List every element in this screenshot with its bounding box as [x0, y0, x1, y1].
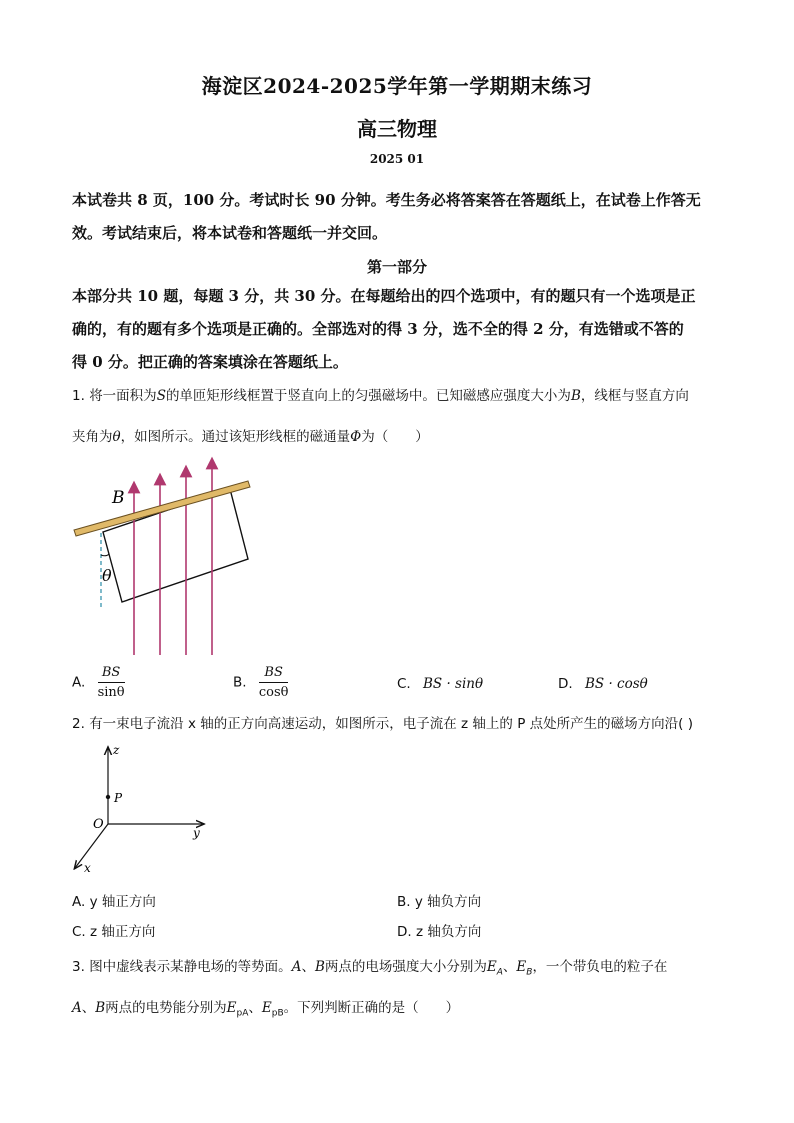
question-text: ，线框与竖直方向: [580, 388, 689, 404]
symbol-e: E: [516, 959, 527, 975]
angle-arc: [101, 554, 109, 556]
denominator: sinθ: [97, 685, 125, 700]
question-3-line-1: [72, 957, 732, 983]
question-text: 为（ ）: [361, 429, 429, 445]
question-number: 1.: [72, 388, 85, 404]
separator: 、: [502, 959, 517, 975]
option-text: z 轴正方向: [90, 924, 156, 940]
separator: 、: [301, 959, 315, 975]
option-b[interactable]: [397, 890, 481, 910]
question-number: 2.: [72, 716, 85, 732]
symbol-phi: Φ: [350, 429, 362, 445]
instruction-line: 得 0 分。把正确的答案填涂在答题纸上。: [72, 353, 348, 371]
option-label: D.: [397, 924, 412, 940]
subscript: pB: [271, 1008, 284, 1019]
option-a[interactable]: [72, 890, 156, 910]
option-a[interactable]: [72, 665, 125, 700]
question-text: 图中虚线表示某静电场的等势面。: [89, 959, 292, 975]
denominator: cosθ: [258, 685, 289, 700]
symbol-theta: θ: [112, 429, 121, 445]
option-d[interactable]: [558, 676, 648, 692]
question-text: ，一个带负电的粒子在: [532, 959, 668, 975]
label-b: B: [112, 488, 125, 508]
fraction: [98, 665, 125, 700]
question-text: ，如图所示。通过该矩形线框的磁通量: [120, 429, 351, 445]
question-text: 两点的电势能分别为: [105, 1000, 227, 1016]
numerator: BS: [259, 665, 289, 683]
symbol-e: E: [486, 959, 497, 975]
label-z: z: [113, 743, 120, 757]
label-o: O: [93, 817, 104, 832]
subscript: B: [526, 967, 533, 978]
option-label: A.: [72, 674, 86, 691]
page-subtitle: 高三物理: [357, 117, 437, 141]
exam-date: 2025 01: [369, 152, 425, 166]
symbol-b: B: [95, 1000, 106, 1016]
option-text: y 轴负方向: [414, 894, 482, 910]
board: [74, 481, 250, 536]
point-p: [106, 795, 110, 799]
subscript: pA: [236, 1008, 249, 1019]
option-text: y 轴正方向: [89, 894, 156, 910]
option-label: C.: [72, 924, 86, 940]
axes-figure: [66, 740, 216, 878]
separator: 、: [248, 1000, 262, 1016]
instruction-line: 确的，有的题有多个选项是正确的。全部选对的得 3 分，选不全的得 2 分，有选错或不答的: [72, 320, 684, 338]
label-y: y: [193, 826, 200, 840]
option-label: C.: [397, 676, 411, 692]
question-2: [72, 714, 732, 734]
question-text: 。下列判断正确的是（ ）: [283, 1000, 460, 1016]
symbol-s: S: [156, 388, 166, 404]
option-c[interactable]: [397, 676, 483, 692]
symbol-b: B: [314, 959, 325, 975]
magnetic-flux-figure: [68, 455, 268, 665]
page-title: 海淀区2024-2025学年第一学期期末练习: [201, 74, 593, 98]
section-instructions: [72, 280, 724, 379]
numerator: BS: [98, 665, 125, 683]
notice-line: 本试卷共 8 页，100 分。考试时长 90 分钟。考生务必将答案答在答题纸上，在试卷上作答无: [72, 191, 701, 209]
question-number: 3.: [72, 959, 85, 975]
question-1-line-2: [72, 427, 732, 447]
option-label: D.: [558, 676, 573, 692]
label-x: x: [84, 861, 91, 875]
symbol-e: E: [226, 1000, 237, 1016]
symbol-b: B: [570, 388, 581, 404]
option-d[interactable]: [397, 920, 481, 940]
label-theta: θ: [102, 566, 112, 585]
symbol-e: E: [261, 1000, 272, 1016]
option-label: B.: [233, 674, 247, 691]
symbol-a: A: [72, 1000, 82, 1016]
option-c[interactable]: [72, 920, 155, 940]
notice-line: 效。考试结束后，将本试卷和答题纸一并交回。: [72, 224, 388, 242]
separator: 、: [81, 1000, 96, 1016]
question-text: 的单匝矩形线框置于竖直向上的匀强磁场中。已知磁感应强度大小为: [165, 388, 571, 404]
option-label: A.: [72, 894, 86, 910]
question-text: 两点的电场强度大小分别为: [324, 959, 487, 975]
fraction: [259, 665, 289, 700]
option-expression: BS · cosθ: [584, 676, 648, 692]
subscript: A: [496, 967, 503, 978]
option-expression: BS · sinθ: [423, 676, 484, 692]
question-3-line-2: [72, 998, 732, 1024]
option-b[interactable]: [233, 665, 288, 700]
label-p: P: [114, 791, 123, 805]
question-1-line-1: [72, 386, 732, 406]
question-text: 夹角为: [72, 429, 113, 445]
symbol-a: A: [291, 959, 302, 975]
option-label: B.: [397, 894, 411, 910]
question-text: 将一面积为: [89, 388, 157, 404]
instruction-line: 本部分共 10 题，每题 3 分，共 30 分。在每题给出的四个选项中，有的题只有一个选项是正: [72, 287, 696, 305]
question-text: 有一束电子流沿 x 轴的正方向高速运动，如图所示，电子流在 z 轴上的 P 点处所产生的磁场方向沿( ): [89, 716, 693, 732]
section-heading: 第一部分: [366, 258, 427, 276]
option-text: z 轴负方向: [415, 924, 482, 940]
notice: [72, 184, 724, 250]
